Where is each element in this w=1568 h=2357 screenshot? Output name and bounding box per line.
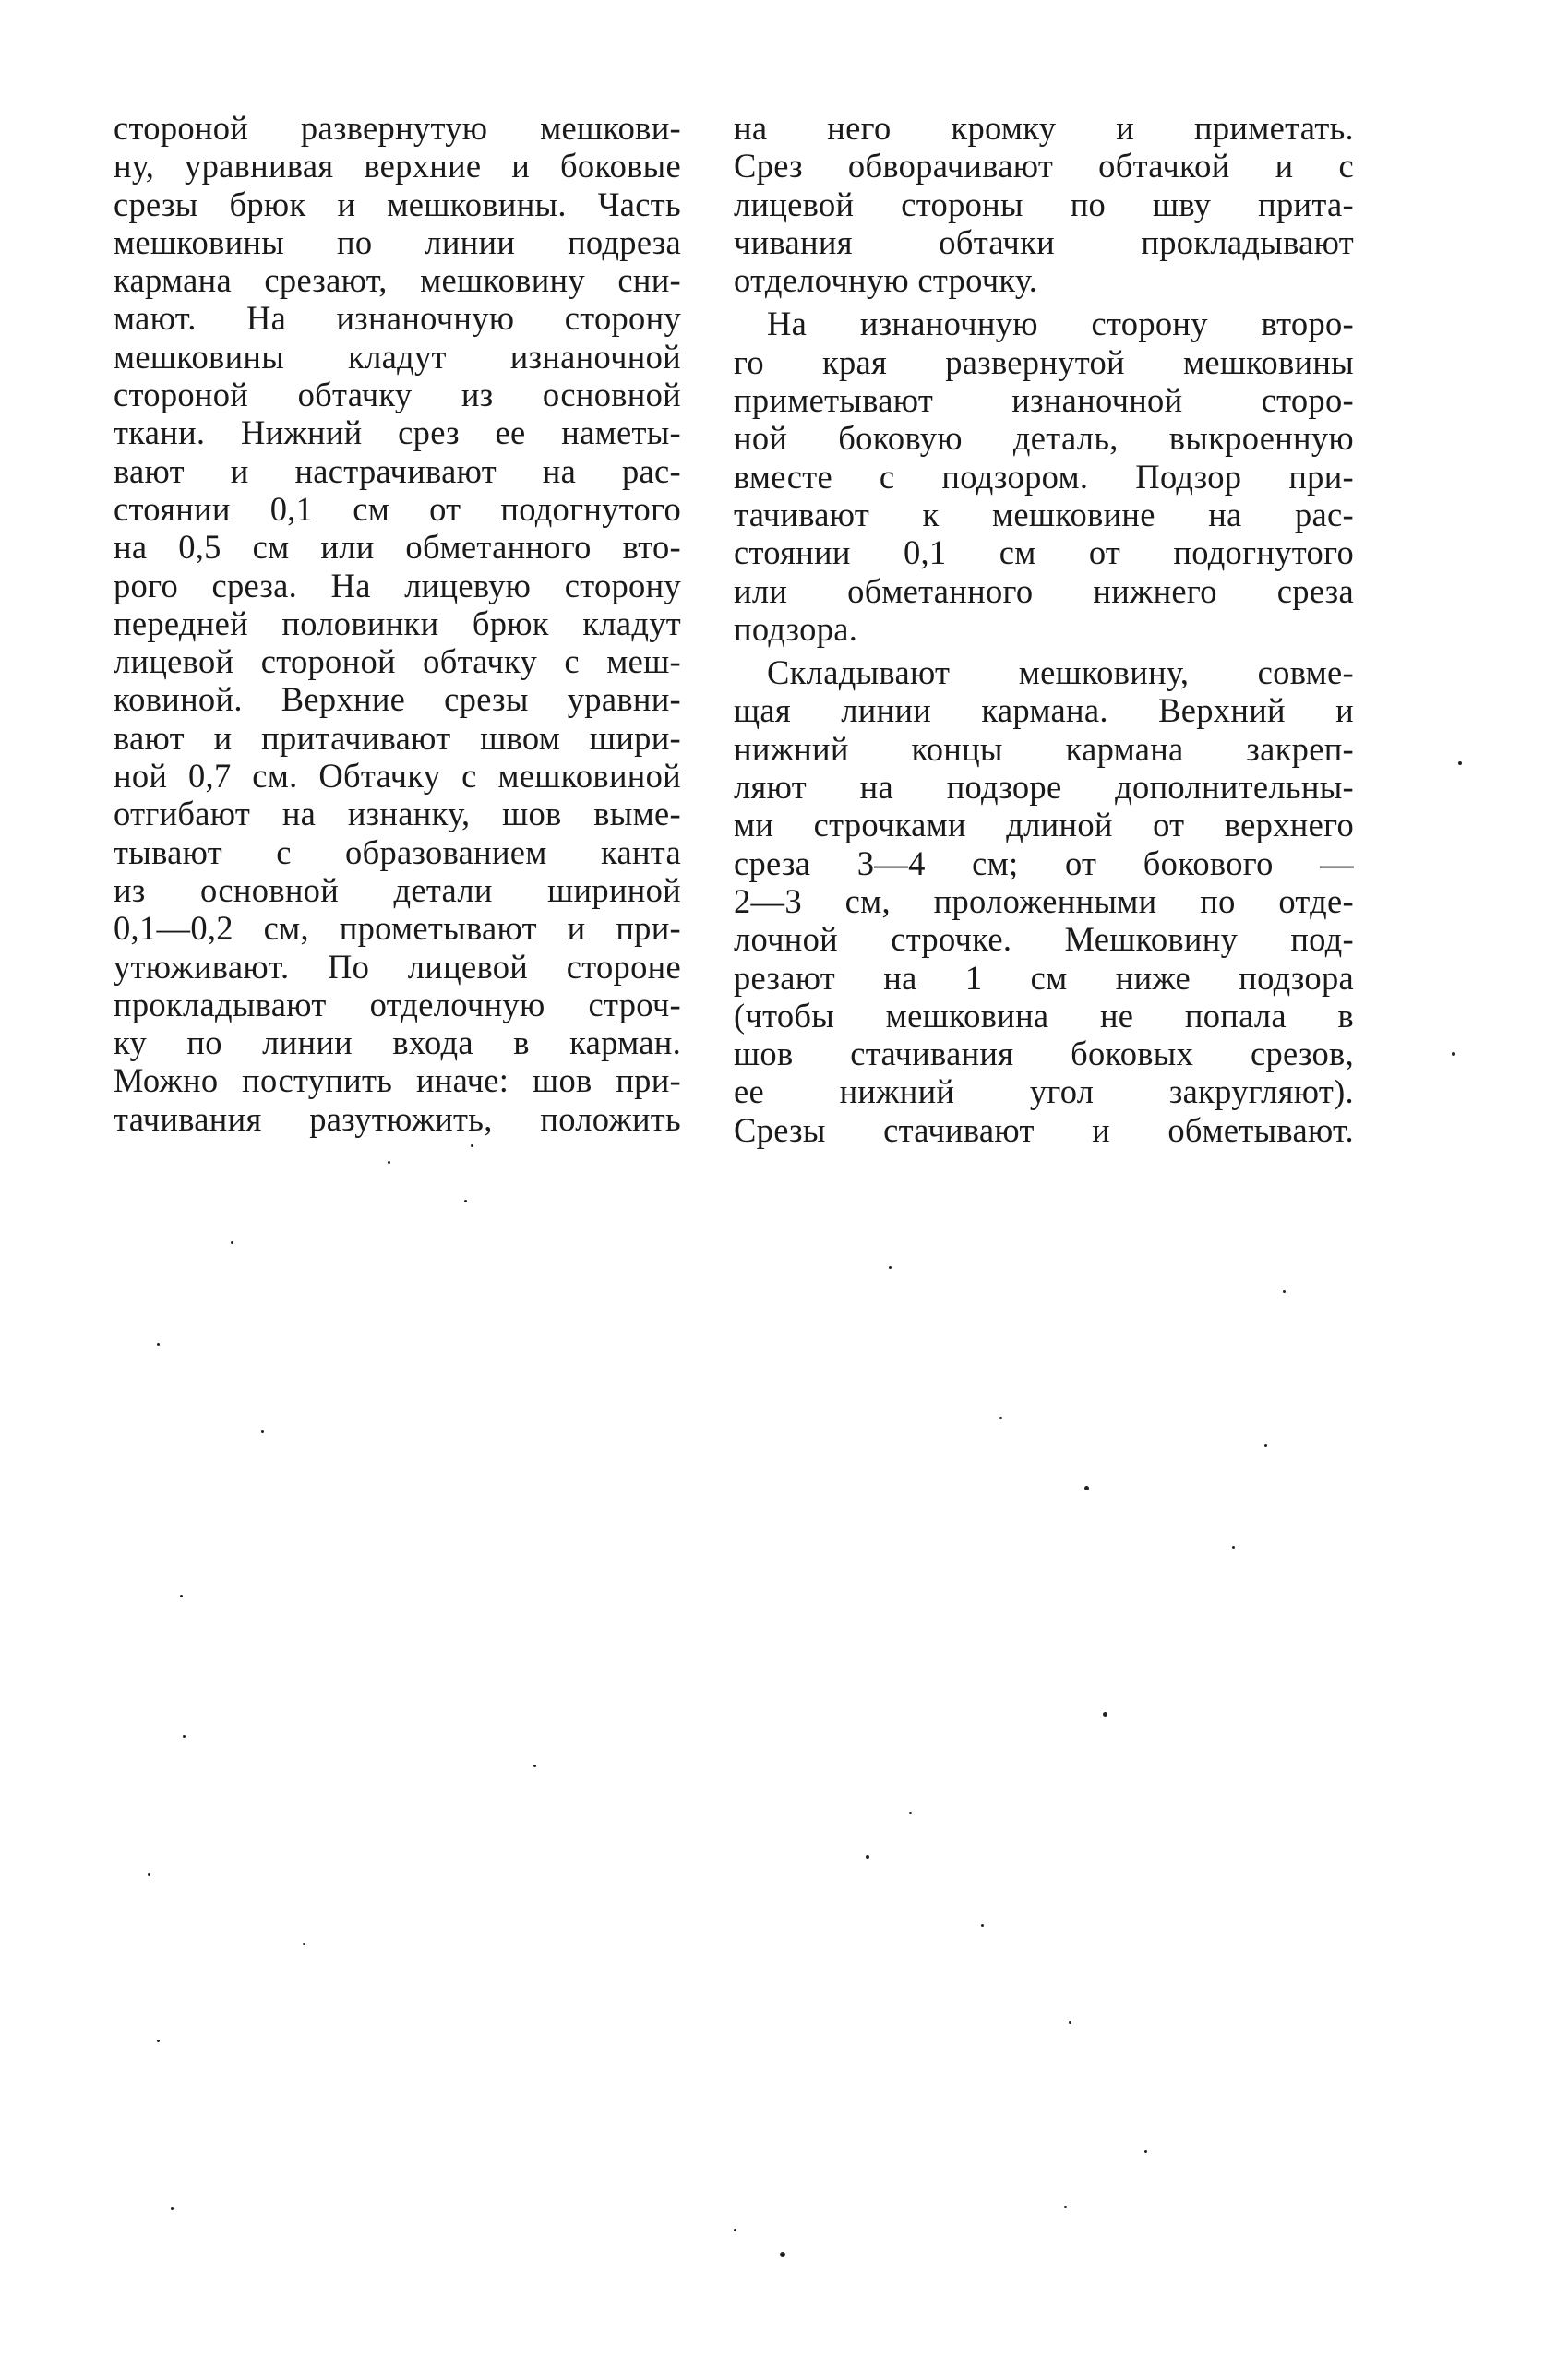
text-line: ее нижний угол закругляют). xyxy=(734,1072,1354,1111)
text-line: ну, уравнивая верхние и боковые xyxy=(114,147,681,185)
text-line: на 0,5 см или обметанного вто- xyxy=(114,528,681,567)
scan-speck xyxy=(148,1873,150,1876)
text-line: стороной обтачку из основной xyxy=(114,376,681,414)
text-line: ткани. Нижний срез ее наметы- xyxy=(114,413,681,452)
text-line: ковиной. Верхние срезы уравни- xyxy=(114,680,681,719)
scan-speck xyxy=(1452,1052,1455,1056)
scan-speck xyxy=(471,1144,473,1147)
scan-speck xyxy=(1084,1486,1089,1490)
text-line: из основной детали шириной xyxy=(114,870,681,909)
scan-speck xyxy=(1264,1444,1267,1447)
scan-speck xyxy=(999,1417,1002,1419)
paragraph xyxy=(734,305,1354,648)
text-line: стоянии 0,1 см от подогнутого xyxy=(114,489,681,528)
text-line: вместе с подзором. Подзор при- xyxy=(734,457,1354,496)
text-line: стороной развернутую мешкови- xyxy=(114,109,681,147)
paragraph xyxy=(734,653,1354,1149)
text-line: прокладывают отделочную строч- xyxy=(114,985,681,1023)
scan-speck xyxy=(388,1161,390,1164)
text-line: ляют на подзоре дополнительны- xyxy=(734,768,1354,807)
text-line: Можно поступить иначе: шов при- xyxy=(114,1061,681,1100)
text-line: чивания обтачки прокладывают xyxy=(734,222,1354,261)
text-line: 2—3 см, проложенными по отде- xyxy=(734,881,1354,920)
text-line: На изнаночную сторону второ- xyxy=(767,305,1354,343)
scan-speck xyxy=(1144,2150,1147,2153)
text-line: ку по линии входа в карман. xyxy=(114,1023,681,1062)
scan-speck xyxy=(261,1430,264,1433)
scan-speck xyxy=(157,1343,160,1346)
text-line: срезы брюк и мешковины. Часть xyxy=(114,185,681,223)
text-line: Срезы стачивают и обметывают. xyxy=(734,1110,1354,1149)
text-line: (чтобы мешковина не попала в xyxy=(734,996,1354,1035)
text-line: го края развернутой мешковины xyxy=(734,342,1354,381)
text-line: среза 3—4 см; от бокового — xyxy=(734,843,1354,882)
right-text-column xyxy=(734,109,1354,1149)
text-line: лочной строчке. Мешковину под- xyxy=(734,920,1354,959)
scan-speck xyxy=(1283,1290,1286,1293)
scan-speck xyxy=(157,2040,160,2042)
scan-speck xyxy=(180,1595,183,1597)
text-line: на него кромку и приметать. xyxy=(734,109,1354,147)
scan-speck xyxy=(1064,2206,1067,2208)
scan-speck xyxy=(780,2252,785,2257)
scan-speck xyxy=(303,1943,305,1945)
text-line: ной боковую деталь, выкроенную xyxy=(734,419,1354,458)
text-line: кармана срезают, мешковину сни- xyxy=(114,261,681,300)
text-line: щая линии кармана. Верхний и xyxy=(734,691,1354,730)
text-line: Складывают мешковину, совме- xyxy=(767,653,1354,692)
left-text-column xyxy=(114,109,681,1138)
text-line: отделочную строчку. xyxy=(734,261,1038,300)
text-line: резают на 1 см ниже подзора xyxy=(734,958,1354,997)
text-line: тачивания разутюжить, положить xyxy=(114,1099,681,1138)
scan-speck xyxy=(1232,1546,1235,1549)
text-line: лицевой стороны по шву прита- xyxy=(734,185,1354,223)
text-line: 0,1—0,2 см, прометывают и при- xyxy=(114,909,681,948)
scan-speck xyxy=(533,1765,536,1767)
text-line: ной 0,7 см. Обтачку с мешковиной xyxy=(114,757,681,796)
scan-speck xyxy=(464,1200,467,1202)
text-line: тывают с образованием канта xyxy=(114,832,681,871)
text-line: ми строчками длиной от верхнего xyxy=(734,806,1354,844)
scan-speck xyxy=(183,1735,186,1738)
text-line: стоянии 0,1 см от подогнутого xyxy=(734,533,1354,572)
text-line: тачивают к мешковине на рас- xyxy=(734,495,1354,533)
text-line: или обметанного нижнего среза xyxy=(734,571,1354,610)
text-line: вают и настрачивают на рас- xyxy=(114,451,681,490)
text-line: мешковины по линии подреза xyxy=(114,222,681,261)
scan-speck xyxy=(909,1812,912,1814)
text-line: мают. На изнаночную сторону xyxy=(114,299,681,338)
text-line: приметывают изнаночной сторо- xyxy=(734,381,1354,420)
scan-speck xyxy=(981,1924,984,1927)
text-line: Срез обворачивают обтачкой и с xyxy=(734,147,1354,185)
scan-speck xyxy=(866,1855,869,1859)
scan-speck xyxy=(734,2229,736,2231)
scan-speck xyxy=(1069,2021,1071,2024)
text-line: нижний концы кармана закреп- xyxy=(734,729,1354,768)
scan-speck xyxy=(889,1266,892,1269)
text-line: отгибают на изнанку, шов выме- xyxy=(114,795,681,833)
text-line: подзора. xyxy=(734,609,858,648)
text-line: шов стачивания боковых срезов, xyxy=(734,1035,1354,1073)
scan-speck xyxy=(1458,761,1462,765)
text-line: рого среза. На лицевую сторону xyxy=(114,566,681,604)
text-line: лицевой стороной обтачку с меш- xyxy=(114,642,681,681)
scan-speck xyxy=(1103,1712,1107,1717)
text-line: вают и притачивают швом шири- xyxy=(114,718,681,757)
scan-speck xyxy=(231,1241,233,1244)
text-line: передней половинки брюк кладут xyxy=(114,604,681,642)
paragraph xyxy=(734,109,1354,299)
text-line: мешковины кладут изнаночной xyxy=(114,337,681,376)
text-line: утюживают. По лицевой стороне xyxy=(114,947,681,986)
scan-speck xyxy=(171,2207,174,2210)
